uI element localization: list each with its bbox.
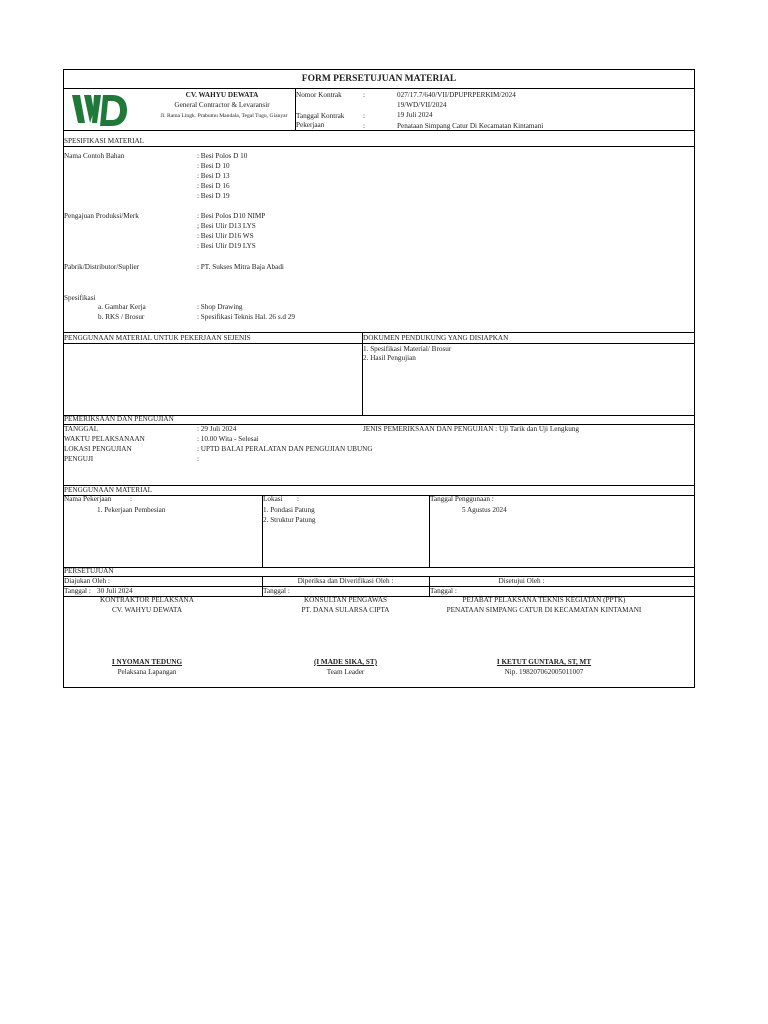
usage-heading: PENGGUNAAN MATERIAL xyxy=(64,486,153,494)
inspection-location-value: : UPTD BALAI PERALATAN DAN PENGUJIAN UBUNG xyxy=(197,445,373,453)
inspection-time-value: : 10.00 Wita - Selesai xyxy=(197,435,259,443)
usage-divider-2 xyxy=(429,495,430,567)
verify-date-label: Tanggal : xyxy=(263,587,290,595)
approval-form xyxy=(63,69,695,688)
brand-item: ; Besi Ulir D13 LYS xyxy=(197,222,256,230)
spec-b-label: b. RKS / Brosur xyxy=(98,313,145,321)
location-colon: : xyxy=(297,495,299,503)
inspection-time-label: WAKTU PELAKSANAAN xyxy=(64,435,145,443)
contract-date-colon: : xyxy=(363,112,365,120)
contractor-org: KONTRAKTOR PELAKSANA xyxy=(100,596,194,604)
job-name-colon: : xyxy=(130,495,132,503)
pptk-org: PEJABAT PELAKSANA TEKNIS KEGIATAN (PPTK) xyxy=(462,596,626,604)
verified-by-label: Diperiksa dan Diverifikasi Oleh : xyxy=(297,577,394,585)
spec-a-label: a. Gambar Kerja xyxy=(98,303,146,311)
divider-approval-date xyxy=(64,586,694,587)
submitted-by-label: Diajukan Oleh : xyxy=(64,577,110,585)
support-doc-item: 1. Spesifikasi Material/ Brosur xyxy=(363,345,452,353)
contract-date-value: 19 Juli 2024 xyxy=(397,111,433,119)
support-docs-heading: DOKUMEN PENDUKUNG YANG DISIAPKAN xyxy=(363,334,509,342)
company-name: CV. WAHYU DEWATA xyxy=(185,91,259,99)
brand-label: Pengajuan Produksi/Merk xyxy=(64,212,139,220)
consultant-company: PT. DANA SULARSA CIPTA xyxy=(301,606,390,614)
divider-usage xyxy=(64,485,694,486)
divider-header xyxy=(64,130,694,131)
approved-by-label: Disetujui Oleh : xyxy=(498,577,545,585)
material-name-item: : Besi D 16 xyxy=(197,182,230,190)
pptk-signatory-nip: Nip. 198207062005011007 xyxy=(504,668,584,676)
company-tagline: General Contractor & Levaransir xyxy=(174,101,270,109)
contractor-signatory-role: Pelaksana Lapangan xyxy=(117,668,177,676)
wd-logo-icon xyxy=(70,93,128,129)
pptk-signatory-name: I KETUT GUNTARA, ST, MT xyxy=(496,658,592,666)
material-name-label: Nama Contoh Bahan xyxy=(64,152,125,160)
brand-item: : Besi Ulir D19 LYS xyxy=(197,242,256,250)
divider-usage-sub2 xyxy=(64,495,694,496)
company-address: Jl. Rama Lingk. Prabumu Mandala, Tegal Tugu, Gianyar xyxy=(160,113,288,119)
pptk-project: PENATAAN SIMPANG CATUR DI KECAMATAN KINTAMANI xyxy=(446,606,642,614)
submit-date-value: 30 Juli 2024 xyxy=(97,587,133,595)
location-item: 1. Pondasi Patung xyxy=(263,506,315,514)
inspection-date-label: TANGGAL xyxy=(64,425,99,433)
submit-date-label: Tanggal : xyxy=(64,587,91,595)
contractor-signatory-name: I NYOMAN TEDUNG xyxy=(111,658,183,666)
contract-number-value-2: 19/WD/VII/2024 xyxy=(397,101,447,109)
location-item: 2. Struktur Patung xyxy=(263,516,316,524)
inspection-heading: PEMERIKSAAN DAN PENGUJIAN xyxy=(64,415,174,423)
inspection-date-value: : 29 Juli 2024 xyxy=(197,425,237,433)
inspector-value: : xyxy=(197,455,199,463)
approve-date-label: Tanggal : xyxy=(430,587,457,595)
support-doc-item: 2. Hasil Pengujian xyxy=(363,354,416,362)
usage-date-label: Tanggal Penggunaan : xyxy=(430,495,494,503)
work-label: Pekerjaan xyxy=(296,121,325,129)
inspection-location-label: LOKASI PENGUJIAN xyxy=(64,445,132,453)
spec-b-value: : Spesifikasi Teknis Hal. 26 s.d 29 xyxy=(197,313,295,321)
spec-heading: SPESIFIKASI MATERIAL xyxy=(64,137,145,145)
contractor-company: CV. WAHYU DEWATA xyxy=(111,606,183,614)
location-label: Lokasi xyxy=(263,495,283,503)
supplier-label: Pabrik/Distributor/Suplier xyxy=(64,263,140,271)
company-logo xyxy=(70,93,128,129)
material-name-item: : Besi D 13 xyxy=(197,172,230,180)
usage-date-value: 5 Agustus 2024 xyxy=(462,506,507,514)
work-colon: : xyxy=(363,122,365,130)
inspector-label: PENGUJI xyxy=(64,455,94,463)
material-name-item: : Besi Polos D 10 xyxy=(197,152,248,160)
divider-approval xyxy=(64,567,694,568)
brand-item: : Besi Polos D10 NIMP xyxy=(197,212,266,220)
approval-heading: PERSETUJUAN xyxy=(64,567,114,575)
material-name-item: : Besi D 19 xyxy=(197,192,230,200)
consultant-signatory-role: Team Leader xyxy=(326,668,365,676)
material-name-item: : Besi D 10 xyxy=(197,162,230,170)
contract-number-colon: : xyxy=(363,91,365,99)
specification-label: Spesifikasi xyxy=(64,294,96,302)
consultant-signatory-name: (I MADE SIKA, ST) xyxy=(313,658,378,666)
divider-spec xyxy=(64,146,694,147)
job-name-item: 1. Pekerjaan Pembesian xyxy=(97,506,166,514)
form-title: FORM PERSETUJUAN MATERIAL xyxy=(64,70,694,89)
contract-date-label: Tanggal Kontrak xyxy=(296,112,345,120)
contract-number-value: 027/17.7/640/VII/DPUPRPERKIM/2024 xyxy=(397,91,516,99)
spec-a-value: : Shop Drawing xyxy=(197,303,243,311)
supplier-value: : PT. Sukses Mitra Baja Abadi xyxy=(197,263,284,271)
contract-number-label: Nomor Kontrak xyxy=(296,91,342,99)
brand-item: : Besi Ulir D16 WS xyxy=(197,232,254,240)
consultant-org: KONSULTAN PENGAWAS xyxy=(303,596,388,604)
inspection-type: JENIS PEMERIKSAAN DAN PENGUJIAN : Uji Tarik dan Uji Lengkung xyxy=(363,425,579,433)
similar-usage-heading: PENGGUNAAN MATERIAL UNTUK PEKERJAAN SEJENIS xyxy=(64,334,251,342)
work-value: Penataan Simpang Catur Di Kecamatan Kintamani xyxy=(397,122,544,130)
job-name-label: Nama Pekerjaan xyxy=(64,495,112,503)
